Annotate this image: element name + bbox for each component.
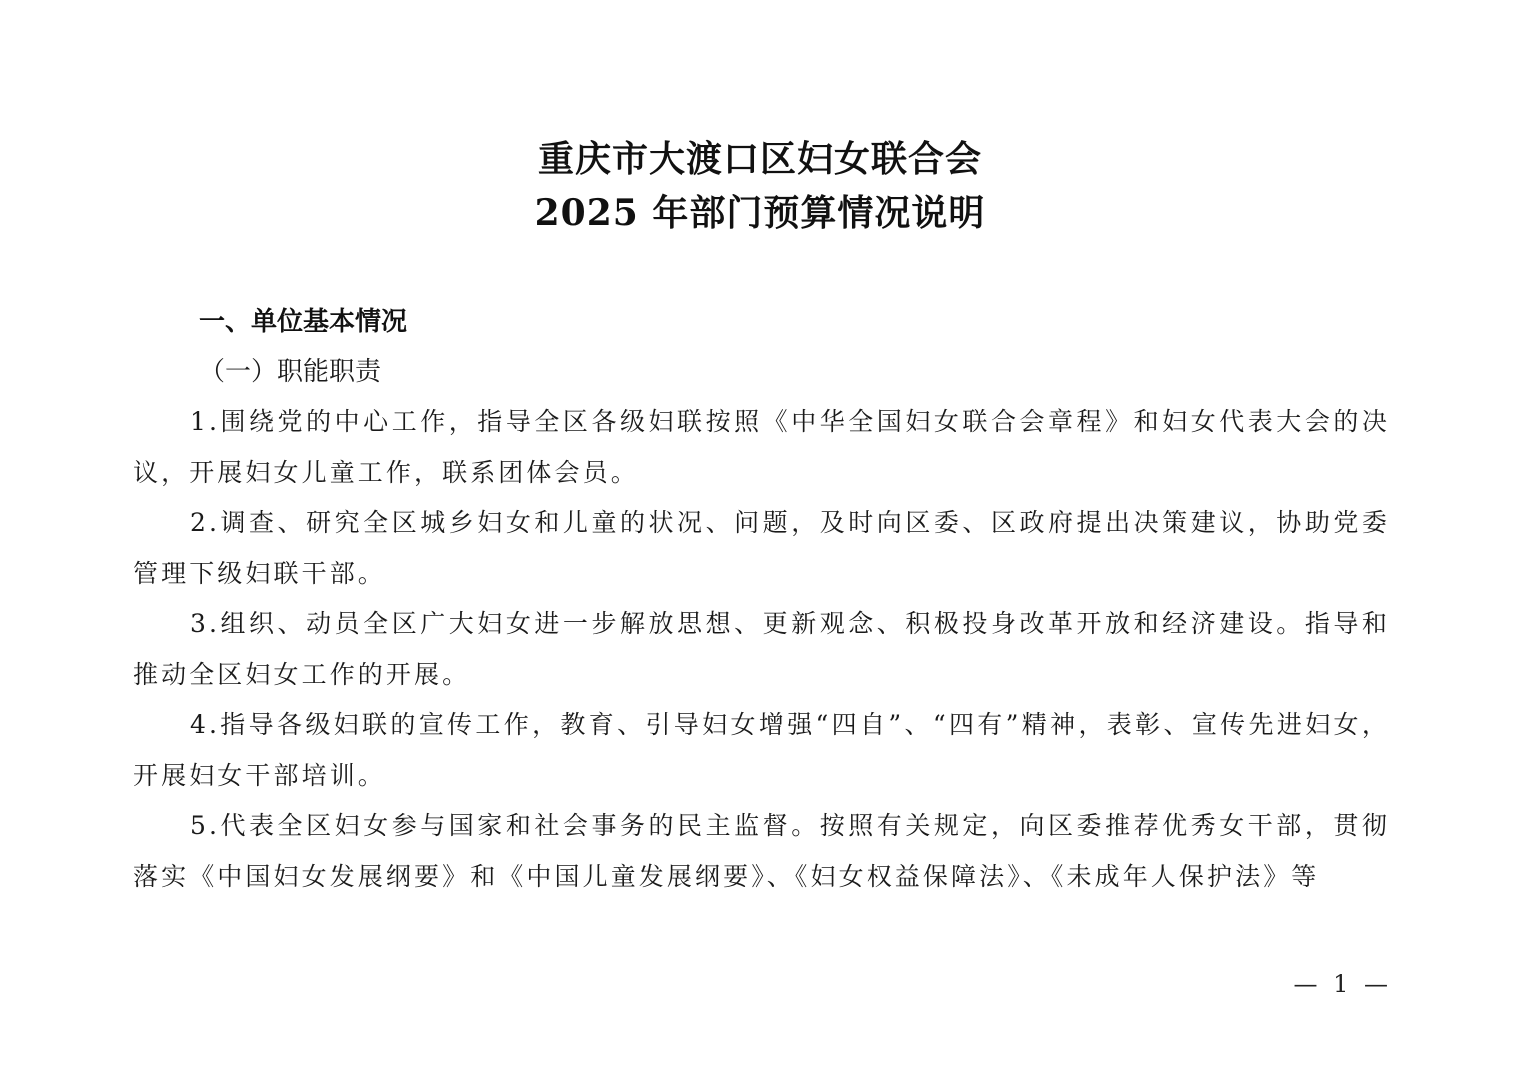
document-body <box>133 297 1390 902</box>
title-line-organization: 重庆市大渡口区妇女联合会 <box>537 138 982 180</box>
paragraph-1: 1.围绕党的中心工作，指导全区各级妇联按照《中华全国妇女联合会章程》和妇女代表大会的决议，开展妇女儿童工作，联系团体会员。 <box>133 407 1390 487</box>
paragraph-3: 3.组织、动员全区广大妇女进一步解放思想、更新观念、积极投身改革开放和经济建设。指导和推动全区妇女工作的开展。 <box>133 609 1390 689</box>
subsection-heading: （一）职能职责 <box>199 357 382 387</box>
paragraph-4: 4.指导各级妇联的宣传工作，教育、引导妇女增强“四自”、“四有”精神，表彰、宣传先进妇女，开展妇女干部培训。 <box>133 710 1390 790</box>
paragraph-2: 2.调查、研究全区城乡妇女和儿童的状况、问题，及时向区委、区政府提出决策建议，协助党委管理下级妇联干部。 <box>133 508 1390 588</box>
section-heading: 一、单位基本情况 <box>199 307 408 337</box>
paragraph-5: 5.代表全区妇女参与国家和社会事务的民主监督。按照有关规定，向区委推荐优秀女干部，贯彻落实《中国妇女发展纲要》和《中国儿童发展纲要》、《妇女权益保障法》、《未成年人保护法》等 <box>133 811 1390 891</box>
document-title <box>0 132 1520 240</box>
page-number: — 1 — <box>1293 970 1392 998</box>
title-line-report: 2025 年部门预算情况说明 <box>534 192 986 234</box>
